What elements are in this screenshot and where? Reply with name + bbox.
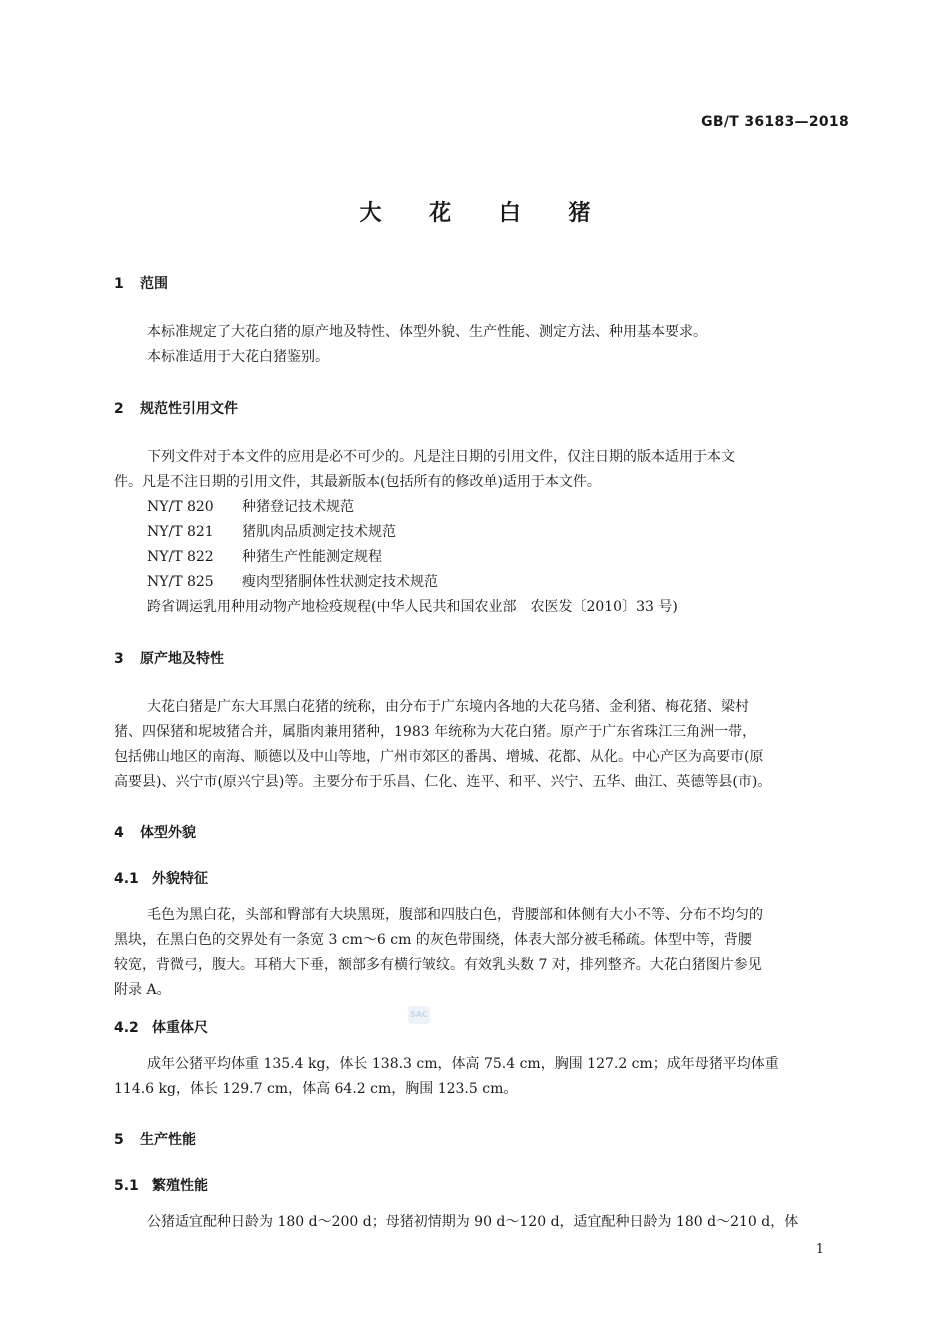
section-title: 规范性引用文件 [140, 401, 238, 417]
section-4-2-heading [114, 1017, 208, 1037]
reference-title: 猪肌肉品质测定技术规范 [242, 524, 396, 540]
reference-title: 瘦肉型猪胴体性状测定技术规范 [242, 574, 438, 590]
section-title: 繁殖性能 [152, 1178, 208, 1194]
section-2-heading [114, 398, 238, 418]
section-title: 体型外貌 [140, 825, 196, 841]
section-number: 2 [114, 401, 124, 417]
section-3-heading [114, 648, 224, 668]
watermark-logo: SAC [408, 1006, 430, 1024]
section-number: 5.1 [114, 1178, 139, 1194]
section-title: 外貌特征 [152, 871, 208, 887]
section-number: 5 [114, 1132, 124, 1148]
reference-item: 跨省调运乳用种用动物产地检疫规程(中华人民共和国农业部 农医发〔2010〕33 号) [147, 599, 678, 615]
section-5-1-heading [114, 1175, 208, 1195]
reference-item [147, 520, 396, 545]
section-title: 范围 [140, 276, 168, 292]
paragraph-line: 大花白猪是广东大耳黑白花猪的统称，由分布于广东境内各地的大花乌猪、金利猪、梅花猪、梁村 [147, 699, 749, 715]
paragraph: 本标准规定了大花白猪的原产地及特性、体型外貌、生产性能、测定方法、种用基本要求。 [147, 324, 707, 340]
reference-title: 种猪登记技术规范 [242, 499, 354, 515]
paragraph-line: 公猪适宜配种日龄为 180 d～200 d；母猪初情期为 90 d～120 d，适宜配种日龄为 180 d～210 d，体 [147, 1214, 799, 1230]
document-title: 大 花 白 猪 [359, 201, 611, 226]
section-number: 3 [114, 651, 124, 667]
section-number: 4 [114, 825, 124, 841]
paragraph-line: 较宽，背微弓，腹大。耳稍大下垂，额部多有横行皱纹。有效乳头数 7 对，排列整齐。大花白猪图片参见 [114, 957, 762, 973]
paragraph-line: 114.6 kg，体长 129.7 cm，体高 64.2 cm，胸围 123.5 cm。 [114, 1081, 518, 1097]
page-number: 1 [815, 1242, 824, 1257]
reference-item [147, 570, 438, 595]
paragraph-line: 件。凡是不注日期的引用文件，其最新版本(包括所有的修改单)适用于本文件。 [114, 474, 601, 490]
paragraph-line: 毛色为黑白花，头部和臀部有大块黑斑，腹部和四肢白色，背腰部和体侧有大小不等、分布不均匀的 [147, 907, 763, 923]
section-number: 1 [114, 276, 124, 292]
section-4-1-heading [114, 868, 208, 888]
section-number: 4.1 [114, 871, 139, 887]
paragraph-line: 黑块，在黑白色的交界处有一条宽 3 cm～6 cm 的灰色带围绕，体表大部分被毛稀疏。体型中等，背腰 [114, 932, 752, 948]
paragraph-line: 猪、四保猪和坭坡猪合并，属脂肉兼用猪种，1983 年统称为大花白猪。原产于广东省珠江三角洲一带， [114, 724, 757, 740]
section-number: 4.2 [114, 1020, 139, 1036]
paragraph: 本标准适用于大花白猪鉴别。 [147, 349, 329, 365]
reference-code: NY/T 820 [147, 499, 214, 515]
section-title: 生产性能 [140, 1132, 196, 1148]
section-title: 原产地及特性 [140, 651, 224, 667]
paragraph-line: 高要县)、兴宁市(原兴宁县)等。主要分布于乐昌、仁化、连平、和平、兴宁、五华、曲江、英德等县(市)。 [114, 774, 772, 790]
section-1-heading [114, 273, 168, 293]
section-title: 体重体尺 [152, 1020, 208, 1036]
paragraph-line: 成年公猪平均体重 135.4 kg，体长 138.3 cm，体高 75.4 cm，胸围 127.2 cm；成年母猪平均体重 [147, 1056, 779, 1072]
reference-code: NY/T 821 [147, 524, 214, 540]
reference-code: NY/T 825 [147, 574, 214, 590]
paragraph-line: 附录 A。 [114, 982, 171, 998]
reference-title: 种猪生产性能测定规程 [242, 549, 382, 565]
standard-code: GB/T 36183—2018 [701, 114, 849, 130]
reference-item [147, 545, 382, 570]
reference-code: NY/T 822 [147, 549, 214, 565]
section-5-heading [114, 1129, 196, 1149]
section-4-heading [114, 822, 196, 842]
reference-item [147, 495, 354, 520]
paragraph-line: 包括佛山地区的南海、顺德以及中山等地，广州市郊区的番禺、增城、花都、从化。中心产区为高要市(原 [114, 749, 764, 765]
paragraph-line: 下列文件对于本文件的应用是必不可少的。凡是注日期的引用文件，仅注日期的版本适用于本文 [147, 449, 735, 465]
